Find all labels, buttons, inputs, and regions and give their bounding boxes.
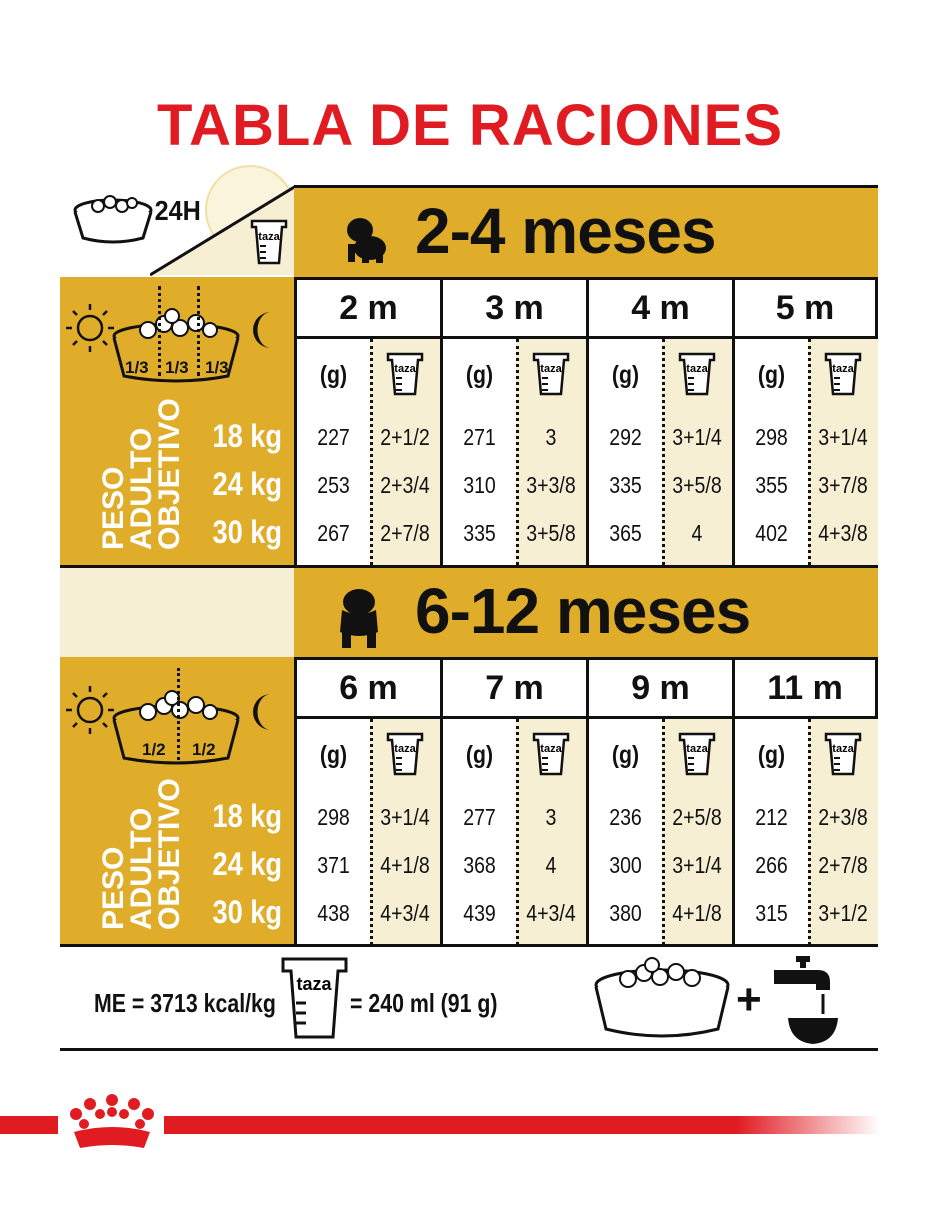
cup-icon <box>532 351 572 397</box>
grams-header: (g) <box>465 360 494 389</box>
ration-grid-2-4 <box>294 339 878 565</box>
column-divider <box>662 339 665 565</box>
cups-value: 3+1/4 <box>672 851 722 878</box>
cups-value: 3+1/4 <box>672 423 722 450</box>
column-divider <box>370 719 373 945</box>
column-divider <box>516 339 519 565</box>
grams-value: 298 <box>755 423 788 450</box>
month-header: 6 m <box>297 660 443 716</box>
cups-value: 3+7/8 <box>818 471 868 498</box>
cups-value: 3 <box>545 803 557 830</box>
column-divider <box>808 719 811 945</box>
grams-value: 236 <box>609 803 642 830</box>
column-divider <box>662 719 665 945</box>
cups-value: 2+3/8 <box>818 803 868 830</box>
grams-header: (g) <box>611 360 640 389</box>
grams-value: 365 <box>609 519 642 546</box>
month-header: 2 m <box>297 280 443 336</box>
cups-value: 4+3/4 <box>380 899 430 926</box>
fraction: 1/2 <box>192 740 216 759</box>
grams-value: 380 <box>609 899 642 926</box>
grams-value: 227 <box>317 423 350 450</box>
cups-value: 3+5/8 <box>672 471 722 498</box>
grams-value: 438 <box>317 899 350 926</box>
faucet-icon <box>772 952 842 1048</box>
grams-header: (g) <box>319 740 348 769</box>
weight-label: 30 kg <box>212 514 282 550</box>
month-header: 4 m <box>589 280 735 336</box>
section-title-2-4: 2-4 meses <box>415 195 716 267</box>
cup-icon <box>386 731 426 777</box>
plus-sign: + <box>736 975 762 1024</box>
column-border <box>440 719 443 945</box>
cups-value: 3+1/2 <box>818 899 868 926</box>
grams-value: 253 <box>317 471 350 498</box>
cups-value: 3 <box>545 423 557 450</box>
grams-value: 371 <box>317 851 350 878</box>
grams-value: 402 <box>755 519 788 546</box>
section-title-6-12: 6-12 meses <box>415 575 751 647</box>
bowl-icon <box>114 691 238 763</box>
cup-label: taza <box>686 743 708 755</box>
cups-value: 2+1/2 <box>380 423 430 450</box>
cups-value: 4+3/4 <box>526 899 576 926</box>
cups-value: 4+1/8 <box>672 899 722 926</box>
fraction: 1/3 <box>165 358 189 377</box>
page-title: TABLA DE RACIONES <box>157 93 783 158</box>
cup-label: taza <box>832 743 854 755</box>
column-border <box>586 339 589 565</box>
grams-value: 315 <box>755 899 788 926</box>
side-label-objetivo: OBJETIVO <box>153 778 186 930</box>
cups-value: 2+3/4 <box>380 471 430 498</box>
ration-grid-6-12 <box>294 719 878 945</box>
energy-label: ME = 3713 kcal/kg <box>94 988 276 1018</box>
cups-value: 3+5/8 <box>526 519 576 546</box>
grams-value: 439 <box>463 899 496 926</box>
cup-label: taza <box>394 363 416 375</box>
bowl-icon <box>592 955 738 1041</box>
side-label-adulto: ADULTO <box>125 807 158 930</box>
weight-label: 24 kg <box>212 846 282 882</box>
cup-icon <box>386 351 426 397</box>
side-label-peso: PESO <box>97 846 130 930</box>
cup-icon <box>824 731 864 777</box>
column-border <box>732 339 735 565</box>
cups-value: 3+1/4 <box>380 803 430 830</box>
cups-value: 4 <box>545 851 557 878</box>
month-header: 7 m <box>443 660 589 716</box>
grams-header: (g) <box>319 360 348 389</box>
cup-label: taza <box>540 743 562 755</box>
cup-label: taza <box>832 363 854 375</box>
cup-label: taza <box>296 974 332 994</box>
month-header: 5 m <box>735 280 878 336</box>
side-label-adulto: ADULTO <box>125 427 158 550</box>
cup-icon <box>532 731 572 777</box>
sun-icon <box>66 304 114 352</box>
grams-header: (g) <box>465 740 494 769</box>
cup-icon <box>678 351 718 397</box>
grams-value: 335 <box>609 471 642 498</box>
fraction: 1/2 <box>142 740 166 759</box>
puppy-icon <box>340 214 390 264</box>
cups-value: 3+1/4 <box>818 423 868 450</box>
weight-label: 30 kg <box>212 894 282 930</box>
royal-canin-crown-icon <box>64 1092 160 1154</box>
cup-equivalence: = 240 ml (91 g) <box>350 988 498 1018</box>
bowl-icon <box>75 196 151 242</box>
side-label-peso: PESO <box>97 466 130 550</box>
grams-value: 335 <box>463 519 496 546</box>
grams-value: 212 <box>755 803 788 830</box>
fraction: 1/3 <box>205 358 229 377</box>
month-header: 11 m <box>735 660 878 716</box>
cup-icon <box>824 351 864 397</box>
bulldog-icon <box>334 588 384 650</box>
cup-label: taza <box>540 363 562 375</box>
brand-bar-right <box>164 1116 880 1134</box>
weight-label: 18 kg <box>212 418 282 454</box>
cups-value: 2+7/8 <box>818 851 868 878</box>
brand-bar-left <box>0 1116 58 1134</box>
column-divider <box>370 339 373 565</box>
moon-icon <box>253 694 271 730</box>
grams-value: 298 <box>317 803 350 830</box>
grams-header: (g) <box>757 740 786 769</box>
grams-value: 368 <box>463 851 496 878</box>
grams-value: 292 <box>609 423 642 450</box>
cups-value: 4+1/8 <box>380 851 430 878</box>
cup-icon <box>280 955 350 1041</box>
cups-value: 4+3/8 <box>818 519 868 546</box>
column-border <box>440 339 443 565</box>
cups-value: 2+7/8 <box>380 519 430 546</box>
grams-value: 267 <box>317 519 350 546</box>
grams-value: 355 <box>755 471 788 498</box>
cup-label: taza <box>394 743 416 755</box>
sun-icon <box>66 686 114 734</box>
month-header: 9 m <box>589 660 735 716</box>
grams-value: 277 <box>463 803 496 830</box>
cups-value: 3+3/8 <box>526 471 576 498</box>
moon-icon <box>253 312 271 348</box>
weight-label: 18 kg <box>212 798 282 834</box>
grams-value: 300 <box>609 851 642 878</box>
side-label-objetivo: OBJETIVO <box>153 398 186 550</box>
cup-icon <box>250 218 290 266</box>
grams-value: 266 <box>755 851 788 878</box>
column-border <box>586 719 589 945</box>
weight-label: 24 kg <box>212 466 282 502</box>
cup-label: taza <box>686 363 708 375</box>
column-divider <box>516 719 519 945</box>
grams-header: (g) <box>611 740 640 769</box>
grams-value: 310 <box>463 471 496 498</box>
cup-label: taza <box>258 231 280 243</box>
cups-value: 2+5/8 <box>672 803 722 830</box>
cup-icon <box>678 731 718 777</box>
month-header: 3 m <box>443 280 589 336</box>
left-cream-band <box>60 565 294 657</box>
fraction: 1/3 <box>125 358 149 377</box>
grams-value: 271 <box>463 423 496 450</box>
cups-value: 4 <box>691 519 703 546</box>
label-24h: 24H <box>154 195 201 226</box>
column-border <box>732 719 735 945</box>
grams-header: (g) <box>757 360 786 389</box>
column-divider <box>808 339 811 565</box>
